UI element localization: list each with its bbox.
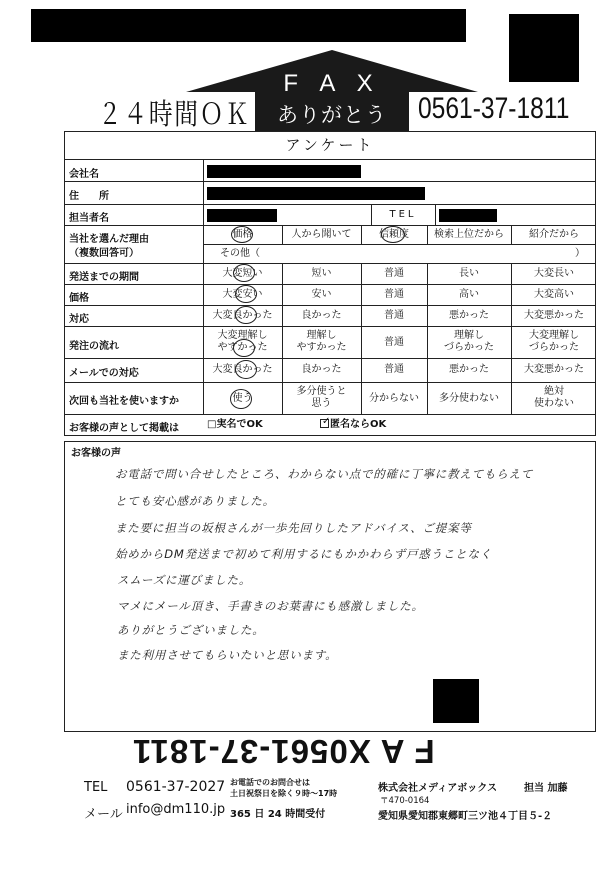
- address-label: 住 所: [69, 191, 109, 202]
- comment-line-6: マメにメール頂き、手書きのお葉書にも感激しました。: [117, 599, 424, 613]
- price-option-1[interactable]: 大変安い: [222, 289, 263, 300]
- footer-tel-label: TEL: [84, 780, 108, 795]
- flow-option-2-line-2: やすかった: [296, 342, 347, 353]
- reuse-option-3[interactable]: [361, 393, 427, 405]
- comment-line-3: また要に担当の坂根さんが一歩先回りしたアドバイス、ご提案等: [115, 521, 472, 535]
- tel-label: TEL: [389, 209, 417, 220]
- fax-banner-thanks: ありがとう: [277, 103, 387, 127]
- hours-ok-text: ２４時間ＯＫ: [98, 97, 251, 131]
- support-option-1[interactable]: 大変良かった: [212, 310, 273, 321]
- footer-mail-label: メール: [84, 807, 123, 822]
- comment-line-7: ありがとうございました。: [117, 623, 265, 637]
- reuse-option-4[interactable]: [427, 393, 511, 405]
- publish-row: [64, 415, 596, 436]
- check-circle-support: [235, 306, 257, 324]
- flow-row: [64, 327, 596, 359]
- support-row: [64, 306, 596, 327]
- footer-person: 担当 加藤: [524, 783, 568, 794]
- price-option-4[interactable]: 高い: [459, 289, 479, 300]
- reason-option-trust[interactable]: 信頼度: [379, 229, 409, 240]
- check-circle-mail: [235, 360, 257, 379]
- survey-title: アンケート: [64, 131, 596, 160]
- price-option-2[interactable]: 安い: [311, 289, 332, 300]
- footer-postal: 〒470-0164: [380, 796, 430, 806]
- reuse-option-5[interactable]: [511, 386, 597, 410]
- footer-phone-note-2: 土日祝祭日を除く９時〜17時: [230, 789, 338, 798]
- flow-option-4-line-1: 理解し: [454, 330, 484, 341]
- reuse-option-3-line-1: 分からない: [369, 393, 419, 404]
- support-option-5[interactable]: 大変悪かった: [524, 310, 584, 321]
- mail-option-5[interactable]: 大変悪かった: [524, 364, 584, 375]
- reuse-option-2-line-2: 思う: [311, 398, 332, 409]
- reuse-option-5-line-2: 使わない: [534, 398, 574, 409]
- price-row: [64, 285, 596, 306]
- price-label: 価格: [69, 293, 89, 304]
- publish-real-name-option[interactable]: □実名でOK: [207, 419, 263, 430]
- flow-option-1-line-2: やすかった: [217, 342, 268, 353]
- comment-line-8: また利用させてもらいたいと思います。: [117, 648, 338, 662]
- flow-option-2[interactable]: [282, 330, 361, 354]
- address-row: [64, 182, 596, 205]
- comment-line-5: スムーズに運びました。: [117, 573, 252, 587]
- mail-row: [64, 359, 596, 383]
- reuse-option-1-line-1: 使う: [232, 393, 253, 404]
- footer-hours: 365 日 24 時間受付: [230, 809, 326, 820]
- flow-option-3-line-1: 普通: [384, 337, 404, 348]
- delivery-label: 発送までの期間: [69, 272, 139, 283]
- comment-label: お客様の声: [71, 448, 121, 459]
- company-row: [64, 160, 596, 182]
- contact-label: 担当者名: [69, 213, 109, 224]
- flow-option-1-line-1: 大変理解し: [217, 330, 268, 341]
- delivery-option-1[interactable]: 大変短い: [222, 268, 263, 279]
- fax-number-header: 0561-37-1811: [418, 92, 570, 125]
- reuse-label: 次回も当社を使いますか: [69, 396, 179, 407]
- redacted-contact-name: [207, 209, 277, 222]
- mirrored-fax-number: F A X0561-37-1811: [132, 733, 435, 770]
- redacted-tel: [439, 209, 497, 222]
- reuse-option-5-line-1: 絶対: [544, 386, 564, 397]
- footer-address: 愛知県愛知郡東郷町三ツ池４丁目５-２: [378, 811, 553, 822]
- check-circle-price-rating: [235, 285, 257, 303]
- check-circle-trust: [381, 226, 405, 243]
- reason-sub-label: （複数回答可）: [69, 248, 139, 259]
- flow-option-2-line-1: 理解し: [306, 330, 337, 341]
- flow-option-5[interactable]: [511, 330, 597, 354]
- comment-line-1: お電話で問い合せしたところ、わからない点で的確に丁寧に教えてもらえて: [115, 467, 534, 481]
- check-circle-delivery: [233, 264, 255, 282]
- support-option-4[interactable]: 悪かった: [449, 310, 489, 321]
- check-circle-flow: [233, 339, 255, 357]
- mail-option-1[interactable]: 大変良かった: [212, 364, 273, 375]
- support-option-3[interactable]: 普通: [384, 310, 404, 321]
- flow-label: 発注の流れ: [69, 341, 119, 352]
- reason-option-price[interactable]: 価格: [232, 229, 253, 240]
- delivery-option-3[interactable]: 普通: [384, 268, 404, 279]
- publish-anonymous-option[interactable]: [320, 416, 387, 431]
- flow-option-5-line-2: づらかった: [529, 342, 579, 353]
- price-option-5[interactable]: 大変高い: [534, 289, 574, 300]
- redacted-signature: [433, 679, 479, 723]
- delivery-row: [64, 264, 596, 285]
- mail-option-4[interactable]: 悪かった: [449, 364, 489, 375]
- reason-option-introduction[interactable]: 紹介だから: [529, 229, 579, 240]
- fax-banner-title: F A X: [283, 70, 381, 97]
- redacted-address: [207, 187, 425, 200]
- support-label: 対応: [69, 314, 89, 325]
- mail-option-2[interactable]: 良かった: [301, 364, 342, 375]
- footer-tel-number[interactable]: 0561-37-2027: [126, 779, 226, 795]
- reason-other-label: その他（: [220, 248, 260, 259]
- reuse-option-2[interactable]: [282, 386, 361, 410]
- contact-row: [64, 205, 596, 226]
- mail-label: メールでの対応: [69, 368, 139, 379]
- customer-comment-box: [64, 441, 596, 732]
- reuse-option-2-line-1: 多分使うと: [296, 386, 347, 397]
- footer-phone-note-1: お電話でのお問合せは: [230, 778, 310, 787]
- footer-company: 株式会社メディアボックス: [378, 783, 498, 794]
- reason-option-search[interactable]: 検索上位だから: [434, 229, 504, 240]
- checked-box-icon: ✓: [322, 416, 331, 427]
- reason-option-referral-person[interactable]: 人から聞いて: [291, 229, 352, 240]
- reason-label: 当社を選んだ理由: [69, 234, 149, 245]
- publish-label: お客様の声として掲載は: [69, 423, 179, 434]
- comment-line-2: とても安心感がありました。: [115, 494, 275, 508]
- delivery-option-4[interactable]: 長い: [459, 268, 479, 279]
- check-circle-reuse: [230, 389, 252, 409]
- reason-other-close: ）: [575, 248, 585, 259]
- footer-email[interactable]: info@dm110.jp: [126, 802, 226, 817]
- flow-option-4[interactable]: [427, 330, 511, 354]
- comment-line-4: 始めからDM発送まで初めて利用するにもかかわらず戸惑うことなく: [115, 547, 493, 561]
- reason-row: [64, 226, 596, 264]
- company-label: 会社名: [69, 169, 99, 180]
- delivery-option-2[interactable]: 短い: [311, 268, 332, 279]
- reuse-row: [64, 383, 596, 415]
- flow-option-4-line-2: づらかった: [444, 342, 494, 353]
- redacted-company-name: [207, 165, 361, 178]
- delivery-option-5[interactable]: 大変長い: [534, 268, 574, 279]
- reuse-option-4-line-1: 多分使わない: [439, 393, 499, 404]
- mail-option-3[interactable]: 普通: [384, 364, 404, 375]
- price-option-3[interactable]: 普通: [384, 289, 404, 300]
- support-option-2[interactable]: 良かった: [301, 310, 342, 321]
- flow-option-5-line-1: 大変理解し: [529, 330, 579, 341]
- flow-option-3[interactable]: [361, 337, 427, 349]
- check-circle-price: [231, 226, 253, 243]
- publish-anonymous-label: 匿名ならOK: [330, 419, 387, 430]
